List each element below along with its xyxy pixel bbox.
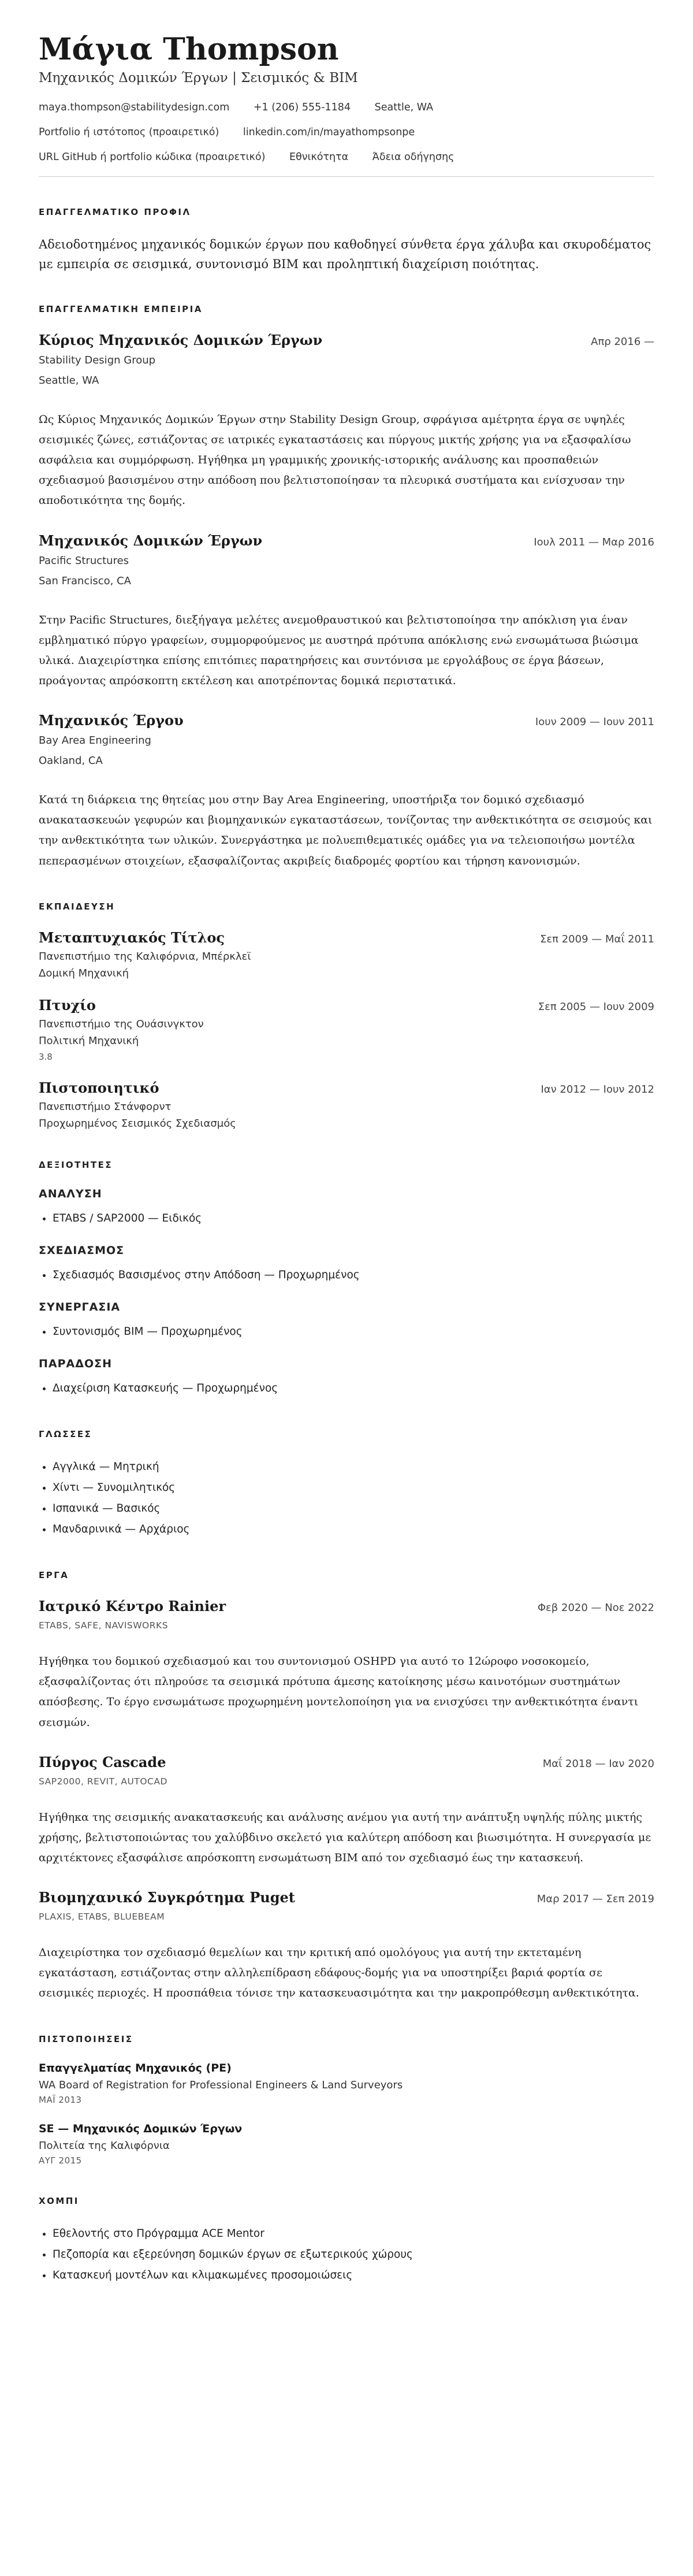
skill-category: ΑΝΑΛΥΣΗ bbox=[39, 1187, 102, 1200]
languages-section bbox=[39, 1429, 654, 1540]
project-item-header bbox=[39, 1889, 654, 1906]
project-description: Ηγήθηκα του δομικού σχεδιασμού και του συντονισμού OSHPD για αυτό το 12ώροφο νοσοκομείο, εξασφαλίζοντας ότι πληρούσε τα σεισμικά πρότυπα άμεσης κατοίκησης μέσω καινοτόμων συστημάτων απόσβεσης. Το έργο ενσωμάτωσε προχωρημένη μοντελοποίηση για να ενισχύσει την ανθεκτικότητα έναντι σεισμών. bbox=[39, 1655, 639, 1729]
certification-name: Επαγγελματίας Μηχανικός (PE) bbox=[39, 2061, 232, 2074]
skill-item: • ETABS / SAP2000 — Ειδικός bbox=[53, 1208, 654, 1229]
language-list bbox=[39, 1457, 654, 1540]
job-dates: Ιουν 2009 — Ιουν 2011 bbox=[535, 716, 654, 729]
section-title-hobbies: ΧΟΜΠΙ bbox=[39, 2195, 79, 2206]
profile-summary: Αδειοδοτημένος μηχανικός δομικών έργων που καθοδηγεί σύνθετα έργα χάλυβα και σκυροδέματος με εμπειρία σε σεισμικά, συντονισμό BIM και προληπτική διαχείριση ποιότητας. bbox=[39, 237, 651, 271]
education-item bbox=[39, 997, 654, 1062]
project-item bbox=[39, 1754, 654, 1868]
skill-item: • Σχεδιασμός Βασισμένος στην Απόδοση — Προχωρημένος bbox=[53, 1265, 654, 1286]
person-name: Μάγια Thompson bbox=[39, 32, 339, 67]
contact-row-1 bbox=[39, 102, 654, 113]
github-link[interactable]: URL GitHub ή portfolio κώδικα (προαιρετικό) bbox=[39, 151, 266, 163]
projects-section bbox=[39, 1570, 654, 2003]
nationality-text: Εθνικότητα bbox=[289, 151, 349, 163]
job-location: Oakland, CA bbox=[39, 755, 103, 767]
experience-item-header bbox=[39, 712, 654, 729]
job-title: Κύριος Μηχανικός Δομικών Έργων bbox=[39, 331, 323, 348]
experience-item-header bbox=[39, 332, 654, 348]
language-item: • Μανδαρινικά — Αρχάριος bbox=[53, 1519, 654, 1540]
section-title-certifications: ΠΙΣΤΟΠΟΙΗΣΕΙΣ bbox=[39, 2033, 133, 2044]
company-name: Pacific Structures bbox=[39, 554, 129, 567]
skill-list bbox=[39, 1265, 654, 1286]
job-location: Seattle, WA bbox=[39, 374, 99, 387]
section-title-experience: ΕΠΑΓΓΕΛΜΑΤΙΚΗ ΕΜΠΕΙΡΙΑ bbox=[39, 303, 203, 314]
hobbies-section bbox=[39, 2196, 654, 2286]
skill-group bbox=[39, 1244, 654, 1286]
project-tools: SAP2000, REVIT, AUTOCAD bbox=[39, 1776, 167, 1787]
job-description: Ως Κύριος Μηχανικός Δομικών Έργων στην Stability Design Group, σφράγισα αμέτρητα έργα σε υψηλές σεισμικές ζώνες, εστιάζοντας σε ιατρικές εγκαταστάσεις και πύργους μικτής χρήσης για να εξασφαλίσω ασφάλεια και συμμόρφωση. Ηγήθηκα μη γραμμικής χρονικής-ιστορικής ανάλυσης και προσπαθειών σχεδιασμού βασισμένου στην απόδοση που βελτιστοποίησαν τα πλευρικά συστήματα και ενίσχυσαν την αποδοτικότητα της δομής. bbox=[39, 413, 631, 507]
gpa-value: 3.8 bbox=[39, 1051, 53, 1062]
project-item bbox=[39, 1598, 654, 1733]
job-location: San Francisco, CA bbox=[39, 574, 131, 587]
skill-group bbox=[39, 1187, 654, 1229]
education-dates: Ιαν 2012 — Ιουν 2012 bbox=[541, 1083, 654, 1096]
project-item-header bbox=[39, 1754, 654, 1770]
company-name: Bay Area Engineering bbox=[39, 734, 151, 747]
education-item-header bbox=[39, 929, 654, 946]
headline: Μηχανικός Δομικών Έργων | Σεισμικός & BIM bbox=[39, 70, 358, 86]
certification-issuer: Πολιτεία της Καλιφόρνια bbox=[39, 2139, 170, 2152]
driving-license-text: Άδεια οδήγησης bbox=[372, 151, 454, 163]
school-name: Πανεπιστήμιο της Ουάσινγκτον bbox=[39, 1018, 204, 1030]
linkedin-link[interactable]: linkedin.com/in/mayathompsonpe bbox=[243, 126, 415, 138]
experience-item bbox=[39, 712, 654, 871]
certification-item bbox=[39, 2122, 654, 2166]
experience-item bbox=[39, 532, 654, 692]
certification-item bbox=[39, 2062, 654, 2105]
field-of-study: Πολιτική Μηχανική bbox=[39, 1034, 139, 1047]
company-name: Stability Design Group bbox=[39, 354, 156, 366]
section-title-projects: ΕΡΓΑ bbox=[39, 1570, 69, 1581]
certification-name: SE — Μηχανικός Δομικών Έργων bbox=[39, 2122, 243, 2135]
skill-list bbox=[39, 1208, 654, 1229]
skill-category: ΣΥΝΕΡΓΑΣΙΑ bbox=[39, 1300, 121, 1313]
email-link[interactable]: maya.thompson@stabilitydesign.com bbox=[39, 101, 230, 113]
school-name: Πανεπιστήμιο της Καλιφόρνια, Μπέρκλεϊ bbox=[39, 950, 251, 963]
skill-list bbox=[39, 1322, 654, 1342]
project-tools: PLAXIS, ETABS, BLUEBEAM bbox=[39, 1911, 165, 1922]
hobby-item: • Πεζοπορία και εξερεύνηση δομικών έργων σε εξωτερικούς χώρους bbox=[53, 2244, 654, 2265]
skill-group bbox=[39, 1357, 654, 1399]
section-title-education: ΕΚΠΑΙΔΕΥΣΗ bbox=[39, 901, 116, 912]
project-name: Ιατρικό Κέντρο Rainier bbox=[39, 1598, 226, 1615]
job-dates: Απρ 2016 — bbox=[591, 335, 654, 348]
project-dates: Φεβ 2020 — Νοε 2022 bbox=[537, 1602, 654, 1614]
language-item: • Χίντι — Συνομιλητικός bbox=[53, 1478, 654, 1498]
job-description: Κατά τη διάρκεια της θητείας μου στην Bay Area Engineering, υποστήριξα τον δομικό σχεδιασμό ανακατασκευών γεφυρών και βιομηχανικών εγκαταστάσεων, τονίζοντας την ανθεκτικότητα σε σεισμούς και την ανθεκτικότητα των υλικών. Συνεργάστηκα με πολυεπιθεματικές ομάδες για να τελειοποιήσω μοντέλα πεπερασμένων στοιχείων, εξασφαλίζοντας ακριβείς διαδρομές φορτίου και τήρηση κανονισμών. bbox=[39, 793, 653, 867]
education-item bbox=[39, 1079, 654, 1130]
section-title-profile: ΕΠΑΓΓΕΛΜΑΤΙΚΟ ΠΡΟΦΙΛ bbox=[39, 206, 191, 217]
school-name: Πανεπιστήμιο Στάνφορντ bbox=[39, 1100, 172, 1113]
project-description: Διαχειρίστηκα τον σχεδιασμό θεμελίων και την κριτική από ομολόγους για αυτή την εκτεταμένη εγκατάσταση, εστιάζοντας στην αλληλεπίδραση εδάφους-δομής για να υποστηρίξει βαριά φορτία σε σεισμικές περιοχές. Η προσπάθεια τόνισε την κατασκευασιμότητα και την μακροπρόθεσμη ανθεκτικότητα. bbox=[39, 1946, 639, 2000]
job-title: Μηχανικός Δομικών Έργων bbox=[39, 532, 263, 549]
hobby-item: • Εθελοντής στο Πρόγραμμα ACE Mentor bbox=[53, 2224, 654, 2244]
education-section bbox=[39, 901, 654, 1130]
experience-item-header bbox=[39, 532, 654, 549]
project-name: Πύργος Cascade bbox=[39, 1753, 166, 1770]
education-dates: Σεπ 2005 — Ιουν 2009 bbox=[538, 1000, 654, 1013]
field-of-study: Προχωρημένος Σεισμικός Σχεδιασμός bbox=[39, 1117, 236, 1130]
certification-date: ΜΑΪ 2013 bbox=[39, 2094, 82, 2105]
education-item-header bbox=[39, 997, 654, 1014]
skill-item: • Διαχείριση Κατασκευής — Προχωρημένος bbox=[53, 1378, 654, 1399]
education-item bbox=[39, 929, 654, 979]
language-item: • Αγγλικά — Μητρική bbox=[53, 1457, 654, 1478]
job-dates: Ιουλ 2011 — Μαρ 2016 bbox=[534, 536, 654, 548]
experience-item bbox=[39, 332, 654, 511]
project-item-header bbox=[39, 1598, 654, 1614]
language-item: • Ισπανικά — Βασικός bbox=[53, 1498, 654, 1519]
section-title-skills: ΔΕΞΙΟΤΗΤΕΣ bbox=[39, 1159, 113, 1170]
contact-row-2 bbox=[39, 127, 654, 138]
phone-link[interactable]: +1 (206) 555-1184 bbox=[253, 101, 351, 113]
field-of-study: Δομική Μηχανική bbox=[39, 967, 129, 979]
certifications-section bbox=[39, 2034, 654, 2166]
education-item-header bbox=[39, 1079, 654, 1096]
project-dates: Μαρ 2017 — Σεπ 2019 bbox=[536, 1893, 654, 1906]
profile-section bbox=[39, 207, 654, 274]
education-dates: Σεπ 2009 — Μαΐ 2011 bbox=[540, 933, 654, 945]
project-item bbox=[39, 1889, 654, 2003]
hobby-item: • Κατασκευή μοντέλων και κλιμακωμένες προσομοιώσεις bbox=[53, 2265, 654, 2286]
skill-item: • Συντονισμός BIM — Προχωρημένος bbox=[53, 1322, 654, 1342]
project-tools: ETABS, SAFE, NAVISWORKS bbox=[39, 1620, 169, 1631]
skills-section bbox=[39, 1160, 654, 1399]
job-title: Μηχανικός Έργου bbox=[39, 712, 184, 729]
resume-header bbox=[39, 32, 654, 163]
location-text: Seattle, WA bbox=[374, 101, 434, 113]
degree-title: Πτυχίο bbox=[39, 996, 96, 1014]
section-title-languages: ΓΛΩΣΣΕΣ bbox=[39, 1428, 92, 1439]
skill-category: ΠΑΡΑΔΟΣΗ bbox=[39, 1357, 112, 1370]
project-description: Ηγήθηκα της σεισμικής ανακατασκευής και ανάλυσης ανέμου για αυτή την ανάπτυξη υψηλής πύλης μικτής χρήσης, βελτιστοποιώντας του χαλύβδινο σκελετό για καλύτερη απόδοση και βιωσιμότητα. Η συνεργασία με αρχιτέκτονες εξασφάλισε απρόσκοπτη ενσωμάτωση BIM από τον σχεδιασμό έως την κατασκευή. bbox=[39, 1810, 651, 1864]
certification-date: ΑΥΓ 2015 bbox=[39, 2155, 82, 2166]
experience-section bbox=[39, 304, 654, 871]
contact-row-3 bbox=[39, 151, 654, 163]
project-name: Βιομηχανικό Συγκρότημα Puget bbox=[39, 1889, 295, 1906]
project-dates: Μαΐ 2018 — Ιαν 2020 bbox=[542, 1757, 654, 1770]
skill-category: ΣΧΕΔΙΑΣΜΟΣ bbox=[39, 1244, 125, 1257]
skill-group bbox=[39, 1301, 654, 1342]
header-divider bbox=[39, 176, 654, 177]
degree-title: Πιστοποιητικό bbox=[39, 1079, 159, 1096]
portfolio-link[interactable]: Portfolio ή ιστότοπος (προαιρετικό) bbox=[39, 126, 219, 138]
degree-title: Μεταπτυχιακός Τίτλος bbox=[39, 929, 225, 946]
hobby-list bbox=[39, 2224, 654, 2286]
job-description: Στην Pacific Structures, διεξήγαγα μελέτες ανεμοθραυστικού και βελτιστοποίησα την απόκλιση για έναν εμβληματικό πύργο γραφείων, συμμορφούμενος με αυστηρά πρότυπα απόκλισης ενώ ενσωμάτωσα βιώσιμα υλικά. Διαχειρίστηκα επίσης επιτόπιες παρατηρήσεις και συντόνισα με εργολάβους σε έργα βάσεων, προάγοντας απρόσκοπτη εκτέλεση και αποτρέποντας δομικά περιστατικά. bbox=[39, 613, 639, 687]
skill-list bbox=[39, 1378, 654, 1399]
certification-issuer: WA Board of Registration for Professional Engineers & Land Surveyors bbox=[39, 2078, 403, 2091]
